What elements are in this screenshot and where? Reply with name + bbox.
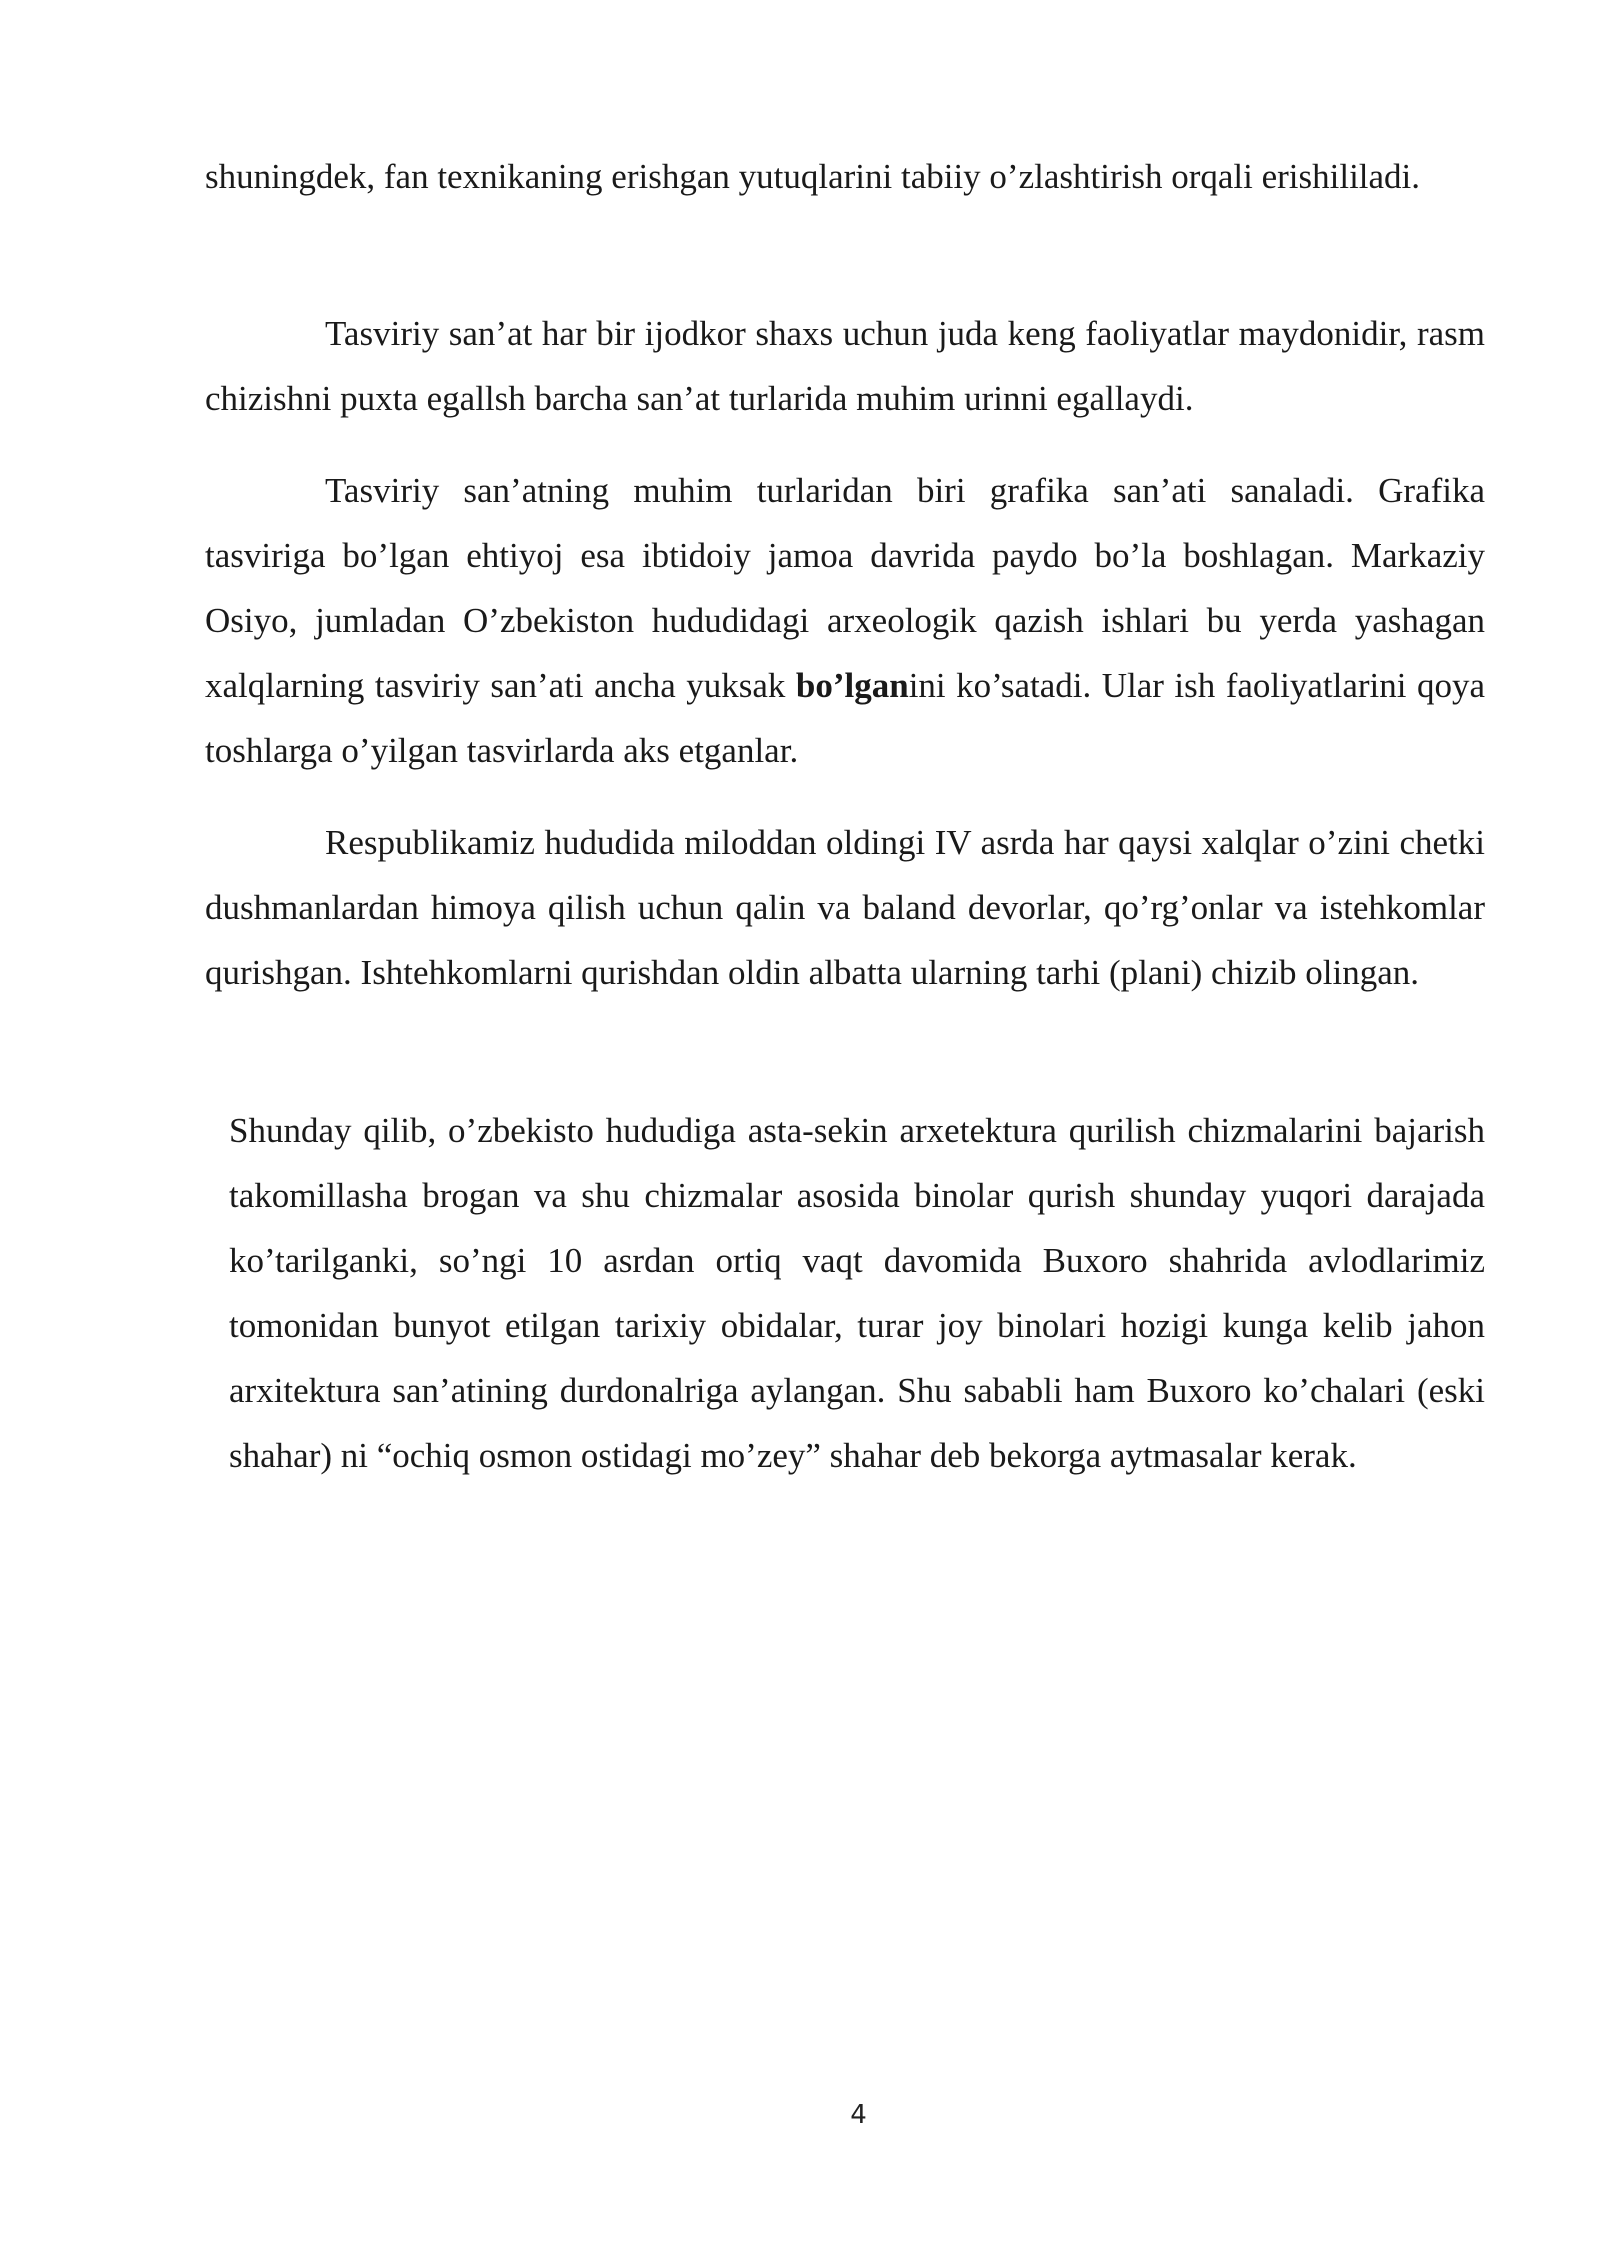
paragraph-continuation: shuningdek, fan texnikaning erishgan yutuqlarini tabiiy o’zlashtirish orqali erishililadi.: [205, 157, 1421, 196]
paragraph-architecture: Shunday qilib, o’zbekisto hududiga asta-sekin arxetektura qurilish chizmalarini bajarish takomillasha brogan va shu chizmalar asosida binolar qurish shunday yuqori darajada ko’tarilganki, so’ngi 10 asrdan ortiq vaqt davomida Buxoro shahrida avlodlarimiz tomonidan bunyot etilgan tarixiy obidalar, turar joy binolari hozigi kunga kelib jahon arxitektura san’atining durdonalriga aylangan. Shu sababli ham Buxoro ko’chalari (eski shahar) ni “ochiq osmon ostidagi mo’zey” shahar deb bekorga aytmasalar kerak.: [229, 1111, 1485, 1475]
paragraph-fine-art-field: Tasviriy san’at har bir ijodkor shaxs uchun juda keng faoliyatlar maydonidir, rasm chizishni puxta egallsh barcha san’at turlarida muhim urinni egallaydi.: [205, 314, 1485, 418]
paragraph-fortifications: Respublikamiz hududida miloddan oldingi IV asrda har qaysi xalqlar o’zini chetki dushmanlardan himoya qilish uchun qalin va baland devorlar, qo’rg’onlar va istehkomlar qurishgan. Ishtehkomlarni qurishdan oldin albatta ularning tarhi (plani) chizib olingan.: [205, 823, 1485, 992]
paragraph-text: ini ko’satadi. Ular ish faoliyatlarini qoya toshlarga o’yilgan tasvirlarda aks etganlar.: [205, 666, 1486, 770]
page-number: 4: [850, 2100, 867, 2130]
paragraph-graphic-art: [205, 458, 1485, 783]
paragraph-text: Tasviriy san’atning muhim turlaridan biri grafika san’ati sanaladi. Grafika tasviriga bo’lgan ehtiyoj esa ibtidoiy jamoa davrida paydo bo’la boshlagan. Markaziy Osiyo, jumladan O’zbekiston hududidagi arxeologik qazish ishlari bu yerda yashagan xalqlarning tasviriy san’ati ancha yuksak: [205, 471, 1485, 705]
bold-word: bo’lgan: [795, 666, 909, 705]
